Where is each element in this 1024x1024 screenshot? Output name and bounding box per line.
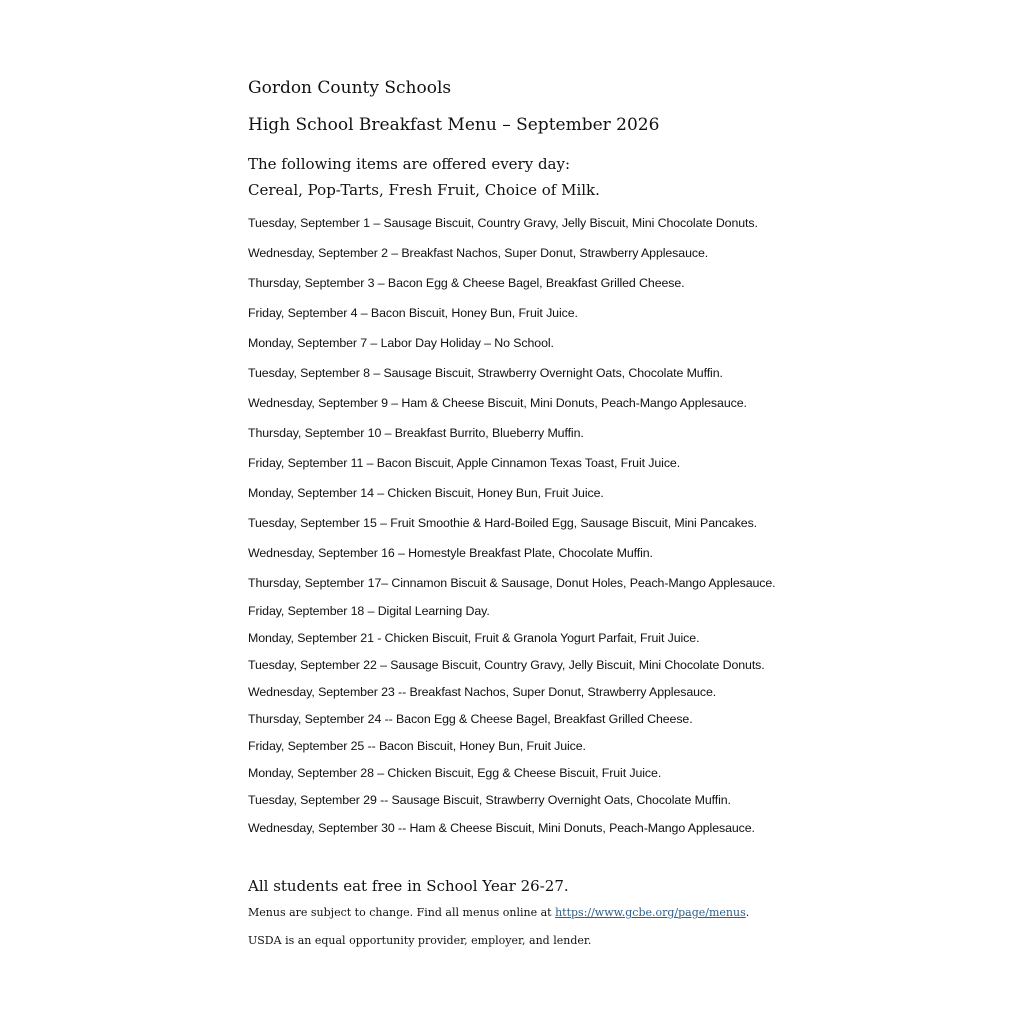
menu-day-item: Friday, September 4 – Bacon Biscuit, Honey Bun, Fruit Juice. — [248, 306, 578, 320]
everyday-items-list: Cereal, Pop-Tarts, Fresh Fruit, Choice of Milk. — [248, 181, 600, 199]
menu-day-item: Thursday, September 10 – Breakfast Burrito, Blueberry Muffin. — [248, 426, 584, 440]
menu-day-item: Thursday, September 3 – Bacon Egg & Cheese Bagel, Breakfast Grilled Cheese. — [248, 276, 685, 290]
menu-day-item: Tuesday, September 29 -- Sausage Biscuit, Strawberry Overnight Oats, Chocolate Muffin. — [248, 793, 731, 807]
menu-day-item: Wednesday, September 9 – Ham & Cheese Biscuit, Mini Donuts, Peach-Mango Applesauce. — [248, 396, 747, 410]
menu-day-item: Wednesday, September 2 – Breakfast Nachos, Super Donut, Strawberry Applesauce. — [248, 246, 709, 260]
menu-change-note-prefix: Menus are subject to change. Find all menus online at — [248, 906, 556, 919]
menu-change-note — [248, 906, 749, 919]
menu-day-item: Monday, September 7 – Labor Day Holiday – No School. — [248, 336, 554, 350]
everyday-items-heading: The following items are offered every day: — [248, 155, 571, 173]
menu-day-item: Tuesday, September 22 – Sausage Biscuit, Country Gravy, Jelly Biscuit, Mini Chocolate Donuts. — [248, 658, 765, 672]
menu-day-item: Tuesday, September 15 – Fruit Smoothie & Hard-Boiled Egg, Sausage Biscuit, Mini Pancakes. — [248, 516, 758, 530]
menu-day-item: Tuesday, September 1 – Sausage Biscuit, Country Gravy, Jelly Biscuit, Mini Chocolate Donuts. — [248, 216, 758, 230]
menu-day-item: Friday, September 11 – Bacon Biscuit, Apple Cinnamon Texas Toast, Fruit Juice. — [248, 456, 681, 470]
district-name: Gordon County Schools — [248, 78, 452, 98]
menu-day-item: Monday, September 28 – Chicken Biscuit, Egg & Cheese Biscuit, Fruit Juice. — [248, 766, 662, 780]
menu-day-item: Thursday, September 17– Cinnamon Biscuit & Sausage, Donut Holes, Peach-Mango Applesauce. — [248, 576, 776, 590]
free-meals-note: All students eat free in School Year 26-27. — [248, 877, 569, 895]
menu-day-item: Monday, September 21 - Chicken Biscuit, Fruit & Granola Yogurt Parfait, Fruit Juice. — [248, 631, 700, 645]
usda-statement: USDA is an equal opportunity provider, employer, and lender. — [248, 934, 592, 947]
menu-title: High School Breakfast Menu – September 2026 — [248, 115, 660, 135]
menu-day-item: Thursday, September 24 -- Bacon Egg & Cheese Bagel, Breakfast Grilled Cheese. — [248, 712, 693, 726]
menu-day-item: Wednesday, September 16 – Homestyle Breakfast Plate, Chocolate Muffin. — [248, 546, 653, 560]
menu-day-item: Wednesday, September 23 -- Breakfast Nachos, Super Donut, Strawberry Applesauce. — [248, 685, 717, 699]
menu-day-item: Monday, September 14 – Chicken Biscuit, Honey Bun, Fruit Juice. — [248, 486, 604, 500]
menu-day-item: Wednesday, September 30 -- Ham & Cheese Biscuit, Mini Donuts, Peach-Mango Applesauce. — [248, 821, 755, 835]
menu-day-item: Friday, September 25 -- Bacon Biscuit, Honey Bun, Fruit Juice. — [248, 739, 586, 753]
menu-day-item: Friday, September 18 – Digital Learning Day. — [248, 604, 490, 618]
menu-day-item: Tuesday, September 8 – Sausage Biscuit, Strawberry Overnight Oats, Chocolate Muffin. — [248, 366, 723, 380]
menu-change-note-suffix: . — [745, 906, 750, 919]
menus-link[interactable]: https://www.gcbe.org/page/menus — [555, 906, 746, 919]
